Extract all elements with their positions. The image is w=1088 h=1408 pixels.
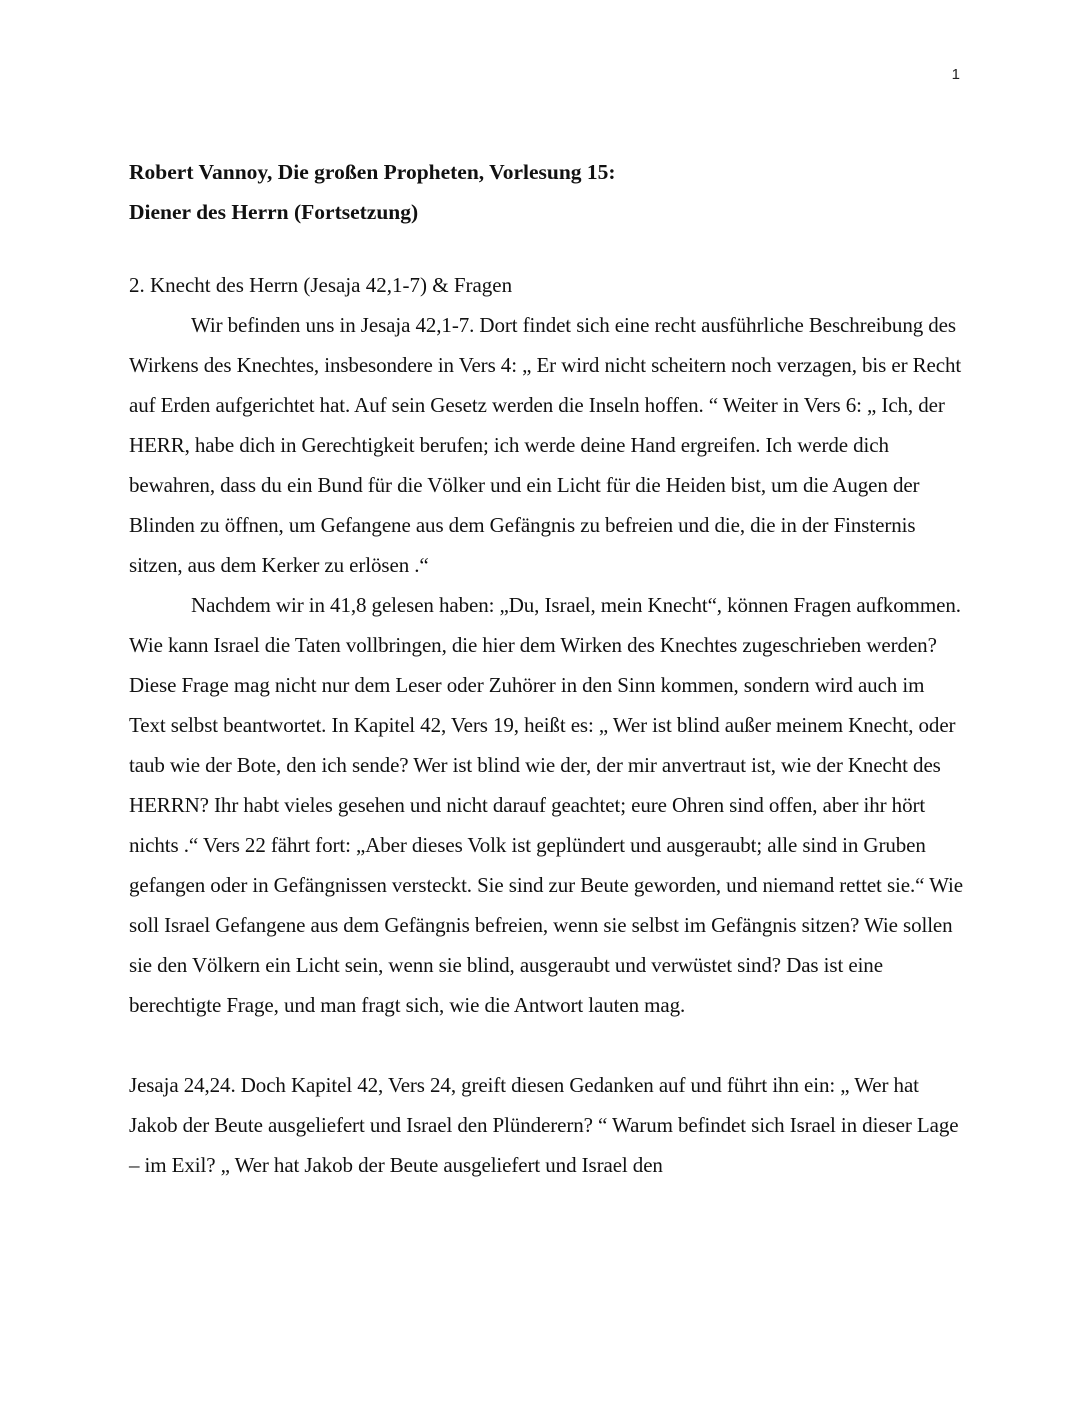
body-paragraph: Nachdem wir in 41,8 gelesen haben: „Du, Israel, mein Knecht“, können Fragen aufkommen. Wie kann Israel die Taten vollbringen, die hier dem Wirken des Knechtes zugeschrieben werden? Diese Frage mag nicht nur dem Leser oder Zuhörer in den Sinn kommen, sondern wird auch im Text selbst beantwortet. In Kapitel 42, Vers 19, heißt es: „ Wer ist blind außer meinem Knecht, oder taub wie der Bote, den ich sende? Wer ist blind wie der, der mir anvertraut ist, wie der Knecht des HERRN? Ihr habt vieles gesehen und nicht darauf geachtet; eure Ohren sind offen, aber ihr hört nichts .“ Vers 22 fährt fort: „Aber dieses Volk ist geplündert und ausgeraubt; alle sind in Gruben gefangen oder in Gefängnissen versteckt. Sie sind zur Beute geworden, und niemand rettet sie.“ Wie soll Israel Gefangene aus dem Gefängnis befreien, wenn sie selbst im Gefängnis sitzen? Wie sollen sie den Völkern ein Licht sein, wenn sie blind, ausgeraubt und verwüstet sind? Das ist eine berechtigte Frage, und man fragt sich, wie die Antwort lauten mag.: [129, 593, 963, 1017]
title-line-2: Diener des Herrn (Fortsetzung): [129, 200, 419, 224]
final-paragraph: Jesaja 24,24. Doch Kapitel 42, Vers 24, greift diesen Gedanken auf und führt ihn ein: „ Wer hat Jakob der Beute ausgeliefert und Israel den Plünderern? “ Warum befindet sich Israel in dieser Lage – im Exil? „ Wer hat Jakob der Beute ausgeliefert und Israel den: [129, 1073, 959, 1177]
document-body: [129, 152, 964, 1185]
page-number: 1: [951, 66, 960, 83]
section-heading: 2. Knecht des Herrn (Jesaja 42,1-7) & Fragen: [129, 273, 513, 297]
title-line-1: Robert Vannoy, Die großen Propheten, Vorlesung 15:: [129, 160, 616, 184]
body-paragraph: Wir befinden uns in Jesaja 42,1-7. Dort findet sich eine recht ausführliche Beschreibung des Wirkens des Knechtes, insbesondere in Vers 4: „ Er wird nicht scheitern noch verzagen, bis er Recht auf Erden aufgerichtet hat. Auf sein Gesetz werden die Inseln hoffen. “ Weiter in Vers 6: „ Ich, der HERR, habe dich in Gerechtigkeit berufen; ich werde deine Hand ergreifen. Ich werde dich bewahren, dass du ein Bund für die Völker und ein Licht für die Heiden bist, um die Augen der Blinden zu öffnen, um Gefangene aus dem Gefängnis zu befreien und die, die in der Finsternis sitzen, aus dem Kerker zu erlösen .“: [129, 313, 962, 577]
